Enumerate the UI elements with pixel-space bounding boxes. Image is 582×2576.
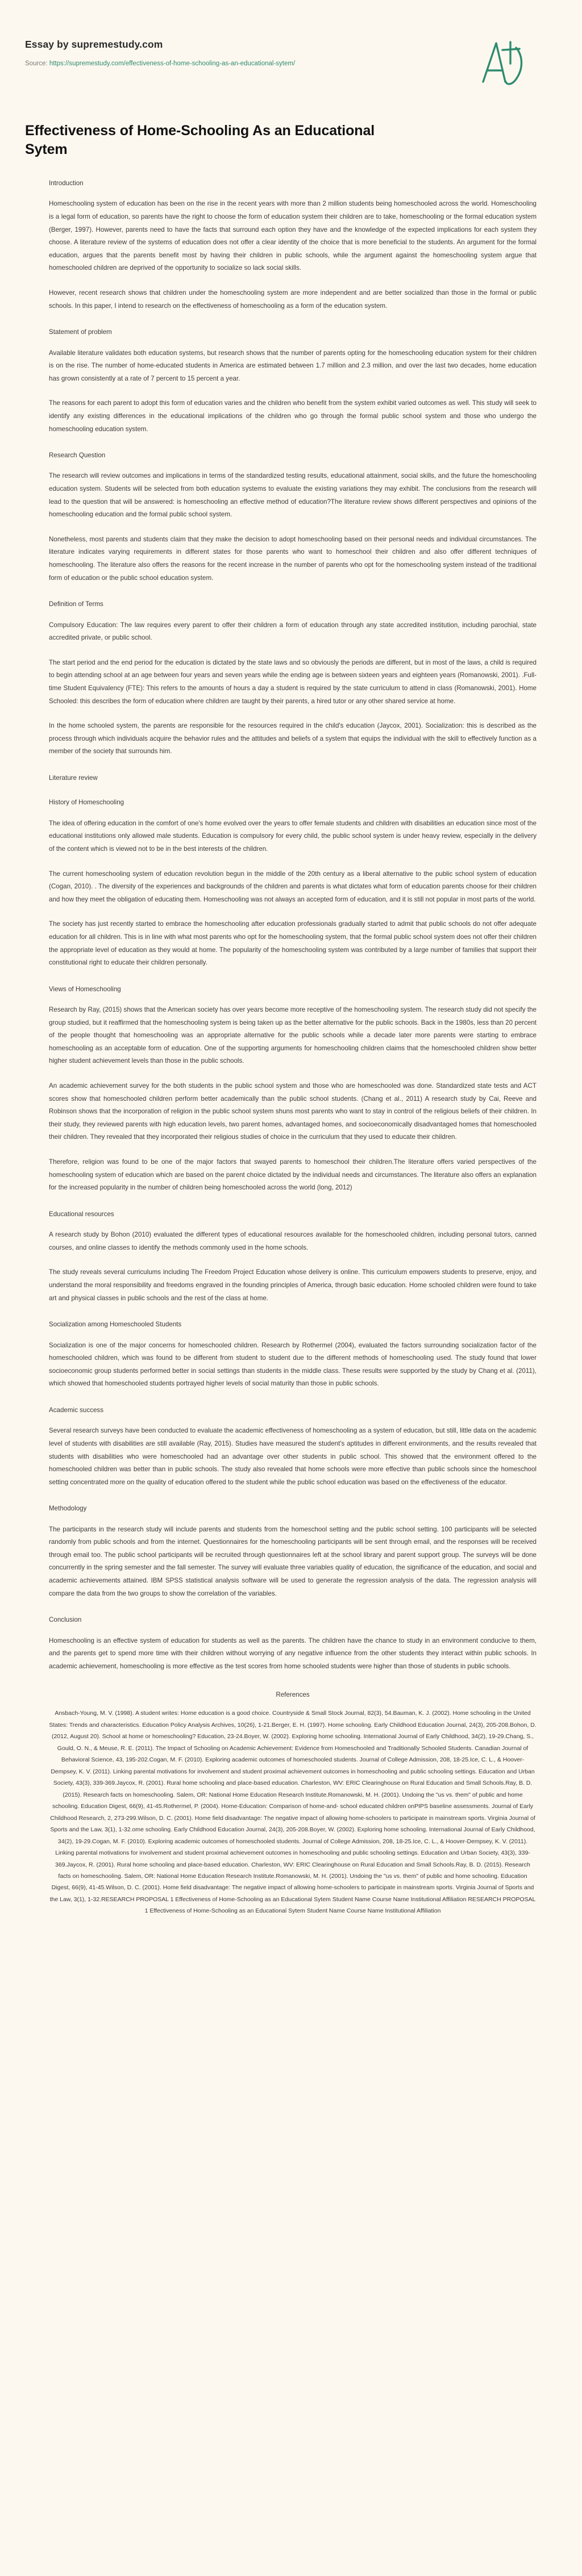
section-heading-definition-of-terms: Definition of Terms xyxy=(49,600,103,608)
section-heading-statement-of-problem: Statement of problem xyxy=(49,328,112,336)
a-plus-logo-icon xyxy=(477,36,530,89)
paragraph: Homeschooling is an effective system of education for students as well as the parents. The children have the chance to study in an environment conducive to them, and the parents get to spend more time with their children without worrying of any negative influence from the other students they interact within public schools. In academic achievement, homeschooling is more effective as the test scores from home schooled students were higher than those of students in public schools. xyxy=(49,1636,537,1670)
brand-title: Essay by supremestudy.com xyxy=(25,39,163,50)
paragraph: The participants in the research study will include parents and students from the homeschool setting and the public school setting. 100 participants will be selected randomly from public schools and from the internet. Questionnaires for the homeschooling participants will be sent through email, and the responses will be received through email too. The public school participants will be recruited through questionnaires left at the school library and parent support group. The surveys will be done concurrently in the spring semester and the fall semester. The survey will evaluate three variables quality of education, the significance of the education, and social and academic achievements attained. IBM SPSS statistical analysis software will be used to generate the regression analysis of the data. The regression analysis will compare the data from the two groups to show the correlation of the variables. xyxy=(49,1525,537,1597)
paragraph: The reasons for each parent to adopt this form of education varies and the children who benefit from the system exhibit varied outcomes as well. This study will seek to identify any existing differences in the educational implications of the children who go through the formal public school system and those who undergo the homeschooling education system. xyxy=(49,399,537,433)
source-line xyxy=(25,60,295,67)
section-heading-introduction: Introduction xyxy=(49,179,84,187)
header-left xyxy=(25,35,295,67)
references-heading: References xyxy=(276,1691,310,1699)
section-heading-conclusion: Conclusion xyxy=(49,1616,82,1624)
paragraph: The start period and the end period for the education is dictated by the state laws and so obviously the periods are different, but in most of the laws, a child is required to begin attending school at an age between four years and seven years while the ending age is between sixteen years and eighteen years (Romanowski, 2001). .Full-time Student Equivalency (FTE): This refers to the amounts of hours a day a student is required by the state curriculum to attend in class (Romanowski, 2001). Home Schooled: this describes the form of education where children are taught by their parents, a hired tutor or any other shared service at home. xyxy=(49,658,537,705)
section-heading-educational-resources: Educational resources xyxy=(49,1210,114,1218)
section-heading-socialization: Socialization among Homeschooled Students xyxy=(49,1321,182,1329)
paragraph: The society has just recently started to embrace the homeschooling after education professionals gradually started to admit that public schools do not offer adequate education for all children. This is in line with what most parents who opt for the homeschooling system, that the formal public school system does not offer their children the appropriate level of education as they would at home. The popularity of the homeschooling system was contributed by a large number of families that support their constitutional right to educate their children personally. xyxy=(49,920,537,967)
references-text: Ansbach-Young, M. V. (1998). A student writes: Home education is a good choice. Countryside & Small Stock Journal, 82(3), 54.Bauman, K. J. (2002). Home schooling in the United States: Trends and characteristics. Education Policy Analysis Archives, 10(26), 1-21.Berger, E. H. (1997). Home schooling. Early Childhood Education Journal, 24(3), 205-208.Bohon, D. (2012, August 20). School at home or homeschooling? Education, 23-24.Boyer, W. (2002). Exploring home schooling. International Journal of Early Childhood, 34(2), 19-29.Chang, S., Gould, O. N., & Meuse, R. E. (2011). The Impact of Schooling on Academic Achievement: Evidence from Homeschooled and Traditionally Schooled Students. Canadian Journal of Behavioral Science, 43, 195-202.Cogan, M. F. (2010). Exploring academic outcomes of homeschooled students. Journal of College Admission, 208, 18-25.Ice, C. L., & Hoover-Dempsey, K. V. (2011). Linking parental motivations for involvement and student proximal achievement outcomes in homeschooling and public schooling settings. Education and Urban Society, 43(3), 339-369.Jaycox, R. (2001). Rural home schooling and place-based education. Charleston, WV: ERIC Clearinghouse on Rural Education and Small Schools.Ray, B. D. (2015). Research facts on homeschooling. Salem, OR: National Home Education Research Institute.Romanowski, M. H. (2001). Undoing the "us vs. them" of public and home schooling. Education Digest, 66(9), 41-45.Rothermel, P. (2004). Home-Education: Comparison of home-and- school educated children onPIPS baseline assessments. Journal of Early Childhood Research, 2, 273-299.Wilson, D. C. (2001). Home field disadvantage: The negative impact of allowing home-schoolers to participate in mainstream sports. Virginia Journal of Sports and the Law, 3(1), 1-32.ome schooling. Early Childhood Education Journal, 24(3), 205-208.Boyer, W. (2002). Exploring home schooling. International Journal of Early Childhood, 34(2), 19-29.Cogan, M. F. (2010). Exploring academic outcomes of homeschooled students. Journal of College Admission, 208, 18-25.Ice, C. L., & Hoover-Dempsey, K. V. (2011). Linking parental motivations for involvement and student proximal achievement outcomes in homeschooling and public schooling settings. Education and Urban Society, 43(3), 339-369.Jaycox, R. (2001). Rural home schooling and place-based education. Charleston, WV: ERIC Clearinghouse on Rural Education and Small Schools.Ray, B. D. (2015). Research facts on homeschooling. Salem, OR: National Home Education Research Institute.Romanowski, M. H. (2001). Undoing the "us vs. them" of public and home schooling. Education Digest, 66(9), 41-45.Wilson, D. C. (2001). Home field disadvantage: The negative impact of allowing home-schoolers to participate in mainstream sports. Virginia Journal of Sports and the Law, 3(1), 1-32.RESEARCH PROPOSAL 1 Effectiveness of Home-Schooling as an Educational Sytem Student Name Course Name Institutional Affiliation RESEARCH PROPOSAL 1 Effectiveness of Home-Schooling as an Educational Sytem Student Name Course Name Institutional Affiliation xyxy=(49,1710,537,1915)
paragraph: However, recent research shows that children under the homeschooling system are more independent and are better socialized than those in the formal or public schools. In this paper, I intend to research on the effectiveness of homeschooling as a form of the education system. xyxy=(49,289,537,310)
site-header xyxy=(0,0,582,89)
paragraph: Socialization is one of the major concerns for homeschooled children. Research by Rothermel (2004), evaluated the factors surrounding socialization factor of the homeschooled children, which was found to be different from student to student due to the different methods of homeschooling used. The study found that lower socioeconomic group students performed better in social settings than students in the middle class. These results were supported by the study by Chang et al. (2011), which showed that homeschooled students portrayed higher levels of social maturity than those in public schools. xyxy=(49,1341,537,1388)
paragraph: Nonetheless, most parents and students claim that they make the decision to adopt homeschooling based on their personal needs and individual circumstances. The literature indicates varying requirements in different states for those parents who want to homeschool their children and also offer different techniques of homeschooling. The literature also offers the reasons for the recent increase in the number of parents who opt for the homeschooling system instead of the traditional form of education or the public school education system. xyxy=(49,535,537,582)
paragraph: In the home schooled system, the parents are responsible for the resources required in the child's education (Jaycox, 2001). Socialization: this is described as the process through which individuals acquire the behavior rules and the attitudes and beliefs of a system that equips the individual with the skill to effectively function as a member of the society that surrounds him. xyxy=(49,722,537,755)
paragraph: The idea of offering education in the comfort of one's home evolved over the years to offer female students and children with disabilities an education since most of the educational institutions only allowed male students. Education is compulsory for every child, the public school system is under heavy review, especially in the delivery of the content which is viewed not to be in the best interests of the children. xyxy=(49,819,537,853)
paragraph: Homeschooling system of education has been on the rise in the recent years with more than 2 million students being homeschooled across the world. Homeschooling is a legal form of education, so parents have the right to choose the form of education system their children are to take, homeschooling or the formal education system (Berger, 1997). However, parents need to have the facts that surround each option they have and the knowledge of the expected implications for each system they choose. A literature review of the systems of education does not offer a clear identity of the choice that is more beneficial to the students. An argument for the formal education, argues that the parents benefit most by having their children in public schools, while the argument against the homeschooling system argue that homeschooled children are deprived of the opportunity to socialize so lack social skills. xyxy=(49,200,537,272)
paragraph: Several research surveys have been conducted to evaluate the academic effectiveness of homeschooling as a system of education, but still, little data on the academic level of students with disabilities are still available (Ray, 2015). Studies have measured the student's aptitudes in different environments, and the results revealed that students with disabilities who were homeschooled had an advantage over other students in public school. This showed that the environment offered to the homeschooled children was better than in public schools. The study also revealed that home schools were more effective than public schools since the homeschool setting concentrated more on the quality of education offered to the student while the public school education was based on the effectiveness of the educator. xyxy=(49,1427,537,1486)
paragraph: Compulsory Education: The law requires every parent to offer their children a form of education through any state accredited institution, including parochial, state accredited private, or public school. xyxy=(49,621,537,642)
logo-wrap xyxy=(477,35,559,89)
paragraph: The study reveals several curriculums including The Freedom Project Education whose delivery is online. This curriculum empowers students to preserve, enjoy, and understand the moral responsibility and freedoms engraved in the founding principles of America, through basic education. Home schooled children were found to take art and physical classes in public schools and the rest of the class at home. xyxy=(49,1268,537,1302)
paragraph: The current homeschooling system of education revolution begun in the middle of the 20th century as a liberal alternative to the public school system of education (Cogan, 2010). . The diversity of the experiences and backgrounds of the children and parents is what dictates what form of education parents choose for their children and how they meet the obligation of educating them. Homeschooling was not always an accepted form of education, and it is still not popular in most parts of the world. xyxy=(49,870,537,903)
section-heading-research-question: Research Question xyxy=(49,452,106,460)
paragraph: The research will review outcomes and implications in terms of the standardized testing results, educational attainment, social skills, and the future the homeschooling education system. Students will be selected from both education systems to evaluate the existing variations they may exhibit. The conclusions from the research will lead to the question that will be answered: is homeschooling an effective method of education?The literature review shows different perspectives and opinions of the homeschooling education and the formal public school system. xyxy=(49,472,537,519)
section-heading-literature-review: Literature review xyxy=(49,774,98,782)
document-body xyxy=(49,178,537,1917)
source-url-link[interactable]: https://supremestudy.com/effectiveness-of-home-schooling-as-an-educational-sytem/ xyxy=(49,60,296,67)
paragraph: Research by Ray, (2015) shows that the American society has over years become more receptive of the homeschooling system. The research study did not specify the group studied, but it reaffirmed that the homeschooling system is being taken up as the better alternative for the public schools. Back in the 1980s, less than 20 percent of the people thought that homeschooling was an appropriate alternative for the public schools while a decade later more parents were starting to embrace homeschooling as an acceptable form of education. One of the supporting arguments for homeschooling children claims that the homeschooled children show better higher student achievement levels than those in the public schools. xyxy=(49,1006,537,1065)
paragraph: Available literature validates both education systems, but research shows that the number of parents opting for the homeschooling education system for their children is on the rise. The number of home-educated students in America are estimated between 1.7 million and 2.3 million, and over the last two decades, home education has grown consistently at a rate of 7 percent to 15 percent a year. xyxy=(49,349,537,382)
paragraph: A research study by Bohon (2010) evaluated the different types of educational resources available for the homeschooled children, including personal tutors, canned courses, and online classes to identify the methods commonly used in the home schools. xyxy=(49,1231,537,1251)
paragraph: Therefore, religion was found to be one of the major factors that swayed parents to homeschool their children.The literature offers varied perspectives of the homeschooling system of education which are based on the parent choice dictated by the individual needs and circumstances. The literature also offers an explanation for the increased popularity in the number of children being homeschooled across the world (long, 2012) xyxy=(49,1158,537,1192)
page-title: Effectiveness of Home-Schooling As an Educational Sytem xyxy=(25,123,375,157)
section-heading-views-of-homeschooling: Views of Homeschooling xyxy=(49,985,121,993)
paragraph: An academic achievement survey for the both students in the public school system and those who are homeschooled was done. Standardized state tests and ACT scores show that homeschooled children perform better academically than the public school students. (Chang et al., 2011) A research study by Cai, Reeve and Robinson shows that the incorporation of religion in the public school system shuns most parents who want to stay in control of the religious beliefs of their children. In their study, they reviewed parents with high education levels, two parent homes, advantaged homes, and socioeconomically disadvantaged homes that homeschooled their children. They revealed that they incorporated their religious studies of choice in the curriculum that they used to educate their children. xyxy=(49,1082,537,1141)
section-heading-academic-success: Academic success xyxy=(49,1406,104,1414)
section-heading-history-of-homeschooling: History of Homeschooling xyxy=(49,799,124,807)
section-heading-methodology: Methodology xyxy=(49,1505,87,1513)
source-label: Source: xyxy=(25,60,48,67)
